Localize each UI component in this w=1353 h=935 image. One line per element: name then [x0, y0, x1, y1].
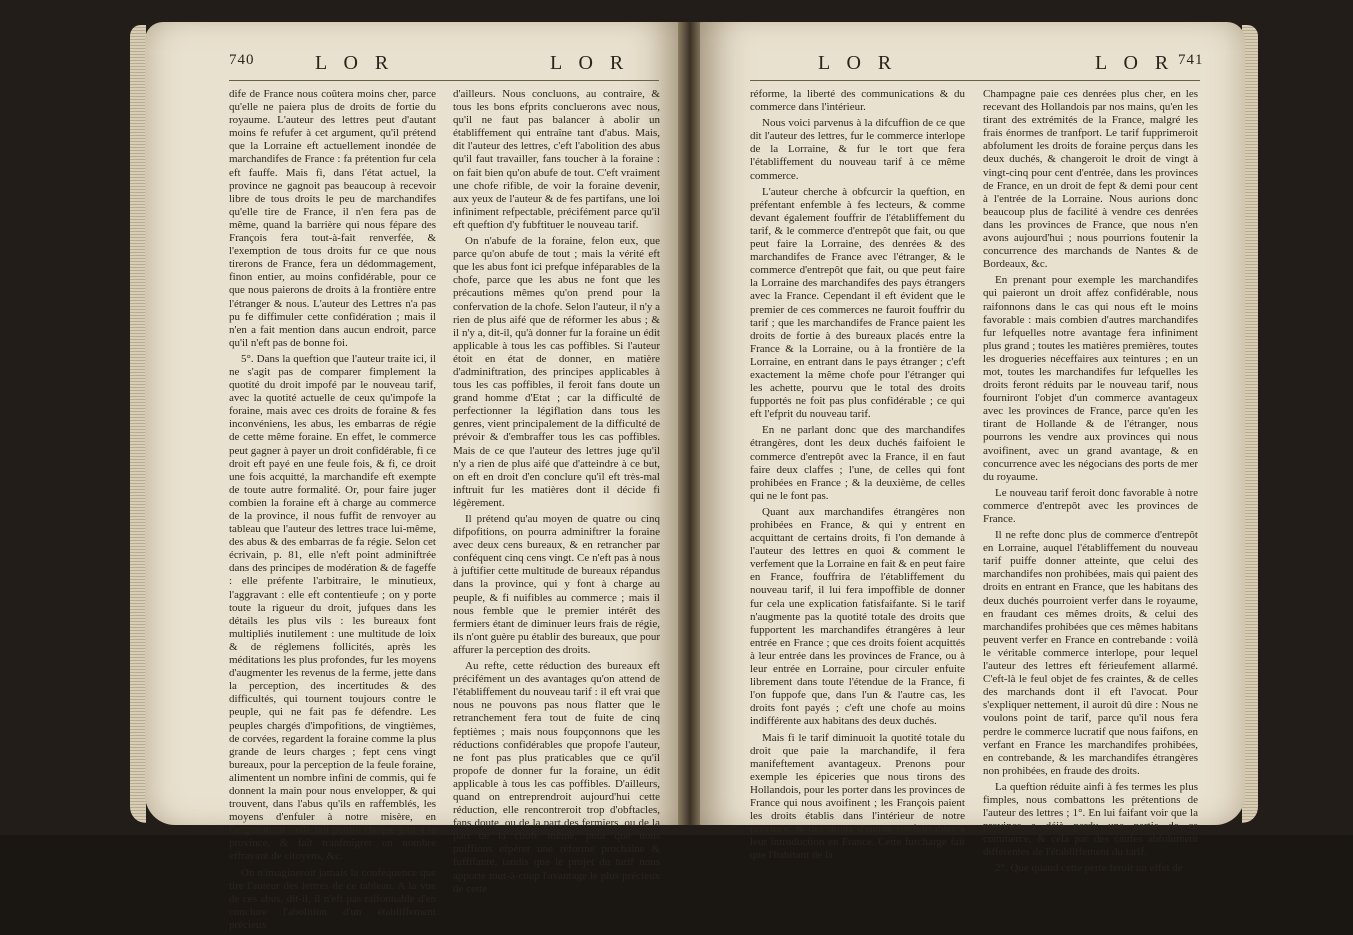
paragraph: Il prétend qu'au moyen de quatre ou cinq difpofitions, on pourra adminiftrer la foraine avec deux cens bureaux, & en retrancher par conféquent cinq cens vingt. Ce n'eft pas à nous à juftifier cette multitude de bureaux répandus dans la province, qui y font à charge au peuple, & fi nuifibles au commerce ; mais il nous femble que le premier intérêt des fermiers étant de diminuer leurs frais de régie, ils n'ont guère pu établir des bureaux, que pour affurer la perception des droits. — [453, 513, 660, 656]
paragraph: Il ne refte donc plus de commerce d'entrepôt en Lorraine, auquel l'établiffement du nouveau tarif puiffe donner atteinte, que celui des marchandifes non prohibées, mais qui paient des droits en entrant en France, que les habitans des deux duchés pourroient verfer dans le royaume, en fraudant ces mêmes droits, & celui des marchandifes prohibées que ces mêmes habitans peuvent verfer en France en contrebande : voilà le véritable commerce interlope, pour lequel l'auteur des lettres eft férieufement allarmé. C'eft-là le feul objet de fes craintes, & de celles des marchands dont il eft l'avocat. Pour s'expliquer nettement, il auroit dû dire : Nous ne voulons point de tarif, parce qu'il nous fera perdre le commerce lucratif que nous faifons, en verfant en France les marchandifes prohibées, en contrebande, & les marchandifes étrangères non prohibées, en fraude des droits. — [983, 529, 1198, 777]
paragraph: 5°. Dans la queftion que l'auteur traite ici, il ne s'agit pas de comparer fimplement la quotité du droit impofé par le nouveau tarif, avec la quotité actuelle de ceux qu'impofe la foraine, mais avec ces droits de foraine & fes inconvéniens, les abus, les embarras de régie de cette même foraine. En effet, le commerce peut gagner à payer un droit confidérable, fi ce droit eft payé en une feule fois, & fi, ce droit une fois acquitté, la marchandife eft exempte de toute autre formalité. Or, pour faire juger combien la foraine eft à charge au commerce de la province, il nous fuffit de renvoyer au tableau que l'auteur des lettres trace lui-même, des abus & des embarras de fa régie. Selon cet écrivain, p. 81, elle n'eft point adminiftrée dans des principes de modération & de fageffe : elle préfente l'arbitraire, le minutieux, l'aggravant : elle eft contentieufe ; on y porte toute la rigueur du droit, jufques dans les détails les plus vils : les bureaux font multipliés inutilement : une multitude de loix & de réglemens follicités, après les méditations les plus profondes, fur les moyens d'augmenter les revenus de la ferme, jette dans la perception, des incertitudes & des difficultés, qui tournent toujours contre le peuple, qui ne fait pas fe défendre. Les peuples chargés d'impofitions, de vingtièmes, de corvées, regardent la foraine comme la plus grande de leurs charges ; fept cens vingt bureaux, pour la perception de la feule foraine, alimentent un nombre infini de commis, qui fe donnent la main pour nous envelopper, & qui trouvent, dans l'abus qu'ils en raffemblés, les moyens d'enfuler à notre misère, en l'augmentant : elle fait perdre chaque jour à la province, & fait tranfmigrer un nombre effrayant de citoyens, &c. — [229, 352, 436, 863]
paragraph: 2°. Que quand cette perte feroit un effet de — [995, 862, 1183, 875]
header-rule — [229, 80, 659, 81]
right-page — [700, 22, 1245, 875]
paragraph: Nous voici parvenus à la difcuffion de ce que dit l'auteur des lettres, fur le commerce interlope de la Lorraine, & fur le tort que fera l'établiffement du nouveau tarif à ce même commerce. — [750, 117, 965, 182]
paragraph: dife de France nous coûtera moins cher, parce qu'elle ne paiera plus de droits de fortie du royaume. L'auteur des lettres peut d'autant moins fe refufer à cet argument, qu'il prétend que la Lorraine eft actuellement inondée de marchandifes de France : fa prétention fur cela eft fauffe. Mais fi, dans l'état actuel, la province ne gagnoit pas beaucoup à recevoir libre de tous droits le peu de marchandifes qu'elle tire de France, il n'en fera pas de même, quand la barrière qui nous fépare des François fera tout-à-fait renverfée, & l'exemption de tous droits fur ce que nous tirerons de France, fera un dédommagement, finon entier, au moins confidérable, pour ce que nous paierons de droits à la frontière entre l'étranger & nous. L'auteur des Lettres n'a pas pu fe diffimuler cette confidération ; mais il n'en a fait mention dans aucun endroit, parce qu'il n'eft pas de bonne foi. — [229, 88, 436, 349]
paragraph: d'ailleurs. Nous concluons, au contraire, & tous les bons efprits concluerons avec nous, qu'il ne faut pas balancer à abolir un établiffement qui entraîne tant d'abus. Mais, dit l'auteur des lettres, c'eft l'abolition des abus qu'il faut travailler, fans toucher à la foraine : on fait bien qu'on abufe de tout. C'eft vraiment une chofe rifible, de voir la foraine devenir, aux yeux de l'auteur & de fes partifans, une loi infiniment refpectable, précifément parce qu'il eft queftion d'y fubftituer le nouveau tarif. — [453, 88, 660, 231]
paragraph: Au refte, cette réduction des bureaux eft précifément un des avantages qu'on attend de l'établiffement du nouveau tarif : il eft vrai que nous ne pouvons pas nous flatter que le retranchement fera tout de fuite de cinq feptièmes ; mais nous foupçonnons que les réductions confidérables que propofe l'auteur, ne font pas plus praticables que ce qu'il propofe de donner fur la foraine, un édit applicable à tous les cas poffibles. D'ailleurs, quand on entreprendroit aujourd'hui cette réduction, elle rencontreroit trop d'obftacles, fans doute, ou de la part des fermiers, ou de la part de la chofe même, pour que nous puiffions efpérer une réforme prochaine & fuffifante, tandis que le projet du tarif nous apporte tout-à-coup l'avantage le plus précieux de cette — [453, 660, 660, 895]
left-page-column-2 — [453, 88, 660, 899]
paragraph: On n'abufe de la foraine, felon eux, que parce qu'on abufe de tout ; mais la vérité eft que les abus font ici prefque inféparables de la chofe, parce que les abus ne font que les précautions mêmes qu'on prend pour la confervation de la chofe. Selon l'auteur, il n'y a rien de plus aifé que de réformer les abus ; & il n'y a, dit-il, qu'à donner fur la foraine un édit applicable à tous les cas poffibles. Si l'auteur étoit en état de donner, en matière d'adminiftration, des principes applicables à tous les cas poffibles, il feroit fans doute un grand homme d'Etat ; car la difficulté de perfectionner la légiflation dans tous les genres, vient principalement de la difficulté de prévoir & d'embraffer tous les cas poffibles. Mais de ce que l'auteur des lettres juge qu'il n'y a rien de plus aifé que d'atteindre à ce but, on eft en droit d'en conclure qu'il eft très-mal inftruit fur les matières dont il décide fi légèrement. — [453, 235, 660, 509]
running-head-left: L O R — [315, 52, 395, 74]
right-page-column-2 — [983, 88, 1198, 879]
book-gutter — [678, 22, 702, 825]
paragraph: réforme, la liberté des communications & du commerce dans l'intérieur. — [750, 88, 965, 114]
left-page — [145, 22, 680, 931]
running-head-right: L O R — [1095, 52, 1175, 74]
running-head-left: L O R — [818, 52, 898, 74]
running-head-right: L O R — [550, 52, 630, 74]
paragraph: En prenant pour exemple les marchandifes qui paieront un droit affez confidérable, nous raifonnons dans le cas qui nous eft le moins favorable : mais combien d'autres marchandifes fur lefquelles notre avantage fera infiniment plus grand ; toutes les matières premières, toutes les drogueries néceffaires aux teintures ; en un mot, toutes les marchandifes fur lefquelles les droits feront réduits par le nouveau tarif, nous fourniront l'objet d'un commerce avantageux avec les provinces de France, parce qu'en les tirant de Hollande & de l'étranger, nous pourrons les vendre aux provinces qui nous avoifinent, avec un grand avantage, & en concurrence avec les négocians des ports de mer du royaume. — [983, 274, 1198, 483]
paragraph: En ne parlant donc que des marchandifes étrangères, dont les deux duchés faifoient le commerce d'entrepôt avec la France, il en faut faire deux claffes ; l'une, de celles qui font prohibées en France ; & la deuxième, de celles qui ne le font pas. — [750, 424, 965, 502]
right-page-column-1 — [750, 88, 965, 865]
page-number: 741 — [1178, 52, 1204, 68]
left-page-header — [145, 52, 680, 78]
right-page-header — [700, 52, 1245, 78]
paragraph: L'auteur cherche à obfcurcir la queftion, en préfentant enfemble à fes lecteurs, & comme devant également fouffrir de l'établiffement du tarif, & le commerce d'entrepôt que fait, ou que peut faire la Lorraine, des denrées & des marchandifes de France avec l'étranger, & le commerce d'entrepôt que fait, ou que peut faire la Lorraine des marchandifes des pays étrangers avec la France. Cependant il eft évident que le premier de ces commerces ne fauroit fouffrir du tarif ; que les marchandifes de France paient les droits de fortie à des bureaux placés entre la France & la Lorraine, ou à la frontière de la Lorraine, en entrant dans le pays étranger ; c'eft exactement la même chofe pour l'étranger qui les achette, pourvu que le total des droits fupportés ne foit pas plus confidérable ; ce qui eft l'efprit du nouveau tarif. — [750, 185, 965, 421]
paragraph: Le nouveau tarif feroit donc favorable à notre commerce d'entrepôt avec les provinces de France. — [983, 486, 1198, 525]
paragraph: Mais fi le tarif diminuoit la quotité totale du droit que paie la marchandife, il fera manifeftement avantageux. Prenons pour exemple les épiceries que nous tirons des Hollandois, pour les porter dans les provinces de France qui nous avoifinent ; les François paient les droits établis dans l'intérieur de notre province, & des droits d'entrée confidérables à leur introduction en France. Cette furcharge fait que l'habitant de la — [750, 731, 965, 862]
page-number: 740 — [229, 52, 255, 68]
paragraph: Champagne paie ces denrées plus cher, en les recevant des Hollandois par nos mains, qu'en les tirant des extrémités de la France, malgré les frais énormes de tranfport. Le tarif fupprimeroit abfolument les droits de foraine perçus dans les deux duchés, & changeroit le droit de vingt à vingt-cinq pour cent d'entrée, dans les provinces de France, en un droit de fept & demi pour cent à l'entrée de la Lorraine. Nous aurions donc beaucoup plus de facilité à vendre ces denrées dans les provinces de France, que nous n'en avons aujourd'hui ; nous pourrions foutenir la concurrence des marchands de Nantes & de Bordeaux, &c. — [983, 88, 1198, 271]
paragraph: Quant aux marchandifes étrangères non prohibées en France, & qui y entrent en acquittant de certains droits, fi l'on demande à l'auteur des lettres en quoi & comment le verfement que la Lorraine en fait & en peut faire en France, fouffrira de l'établiffement du nouveau tarif, il lui fera impoffible de donner fur cela une explication fatisfaifante. Si le tarif n'augmente pas la quotité totale des droits que fupportent les marchandifes étrangères à leur entrée en France ; que ces droits foient acquittés à leur entrée dans les provinces de France, ou à leur entrée en Lorraine, pour circuler enfuite librement dans toute l'étendue de la France, fi l'on fuppofe que, dans l'un & l'autre cas, les droits font payés ; c'eft une chofe au moins indifférente aux habitans des deux duchés. — [750, 505, 965, 728]
header-rule — [750, 80, 1200, 81]
paragraph: On n'imagineroit jamais la conféquence que tire l'auteur des lettres de ce tableau. A la vue de ces abus, dit-il, il n'eft pas raifonnable d'en conclure l'abolition d'un établiffement précieux — [229, 866, 436, 931]
paragraph: La queftion réduite ainfi à fes termes les plus fimples, nous combattons les prétentions de l'auteur des lettres ; 1°. En lui faifant voir que la province a déjà perdu une partie de ce commerce, & cela par des caufes abfolument différentes de l'établiffement du tarif. — [983, 780, 1198, 859]
left-page-edges — [130, 25, 146, 823]
left-page-column-1 — [229, 88, 436, 935]
